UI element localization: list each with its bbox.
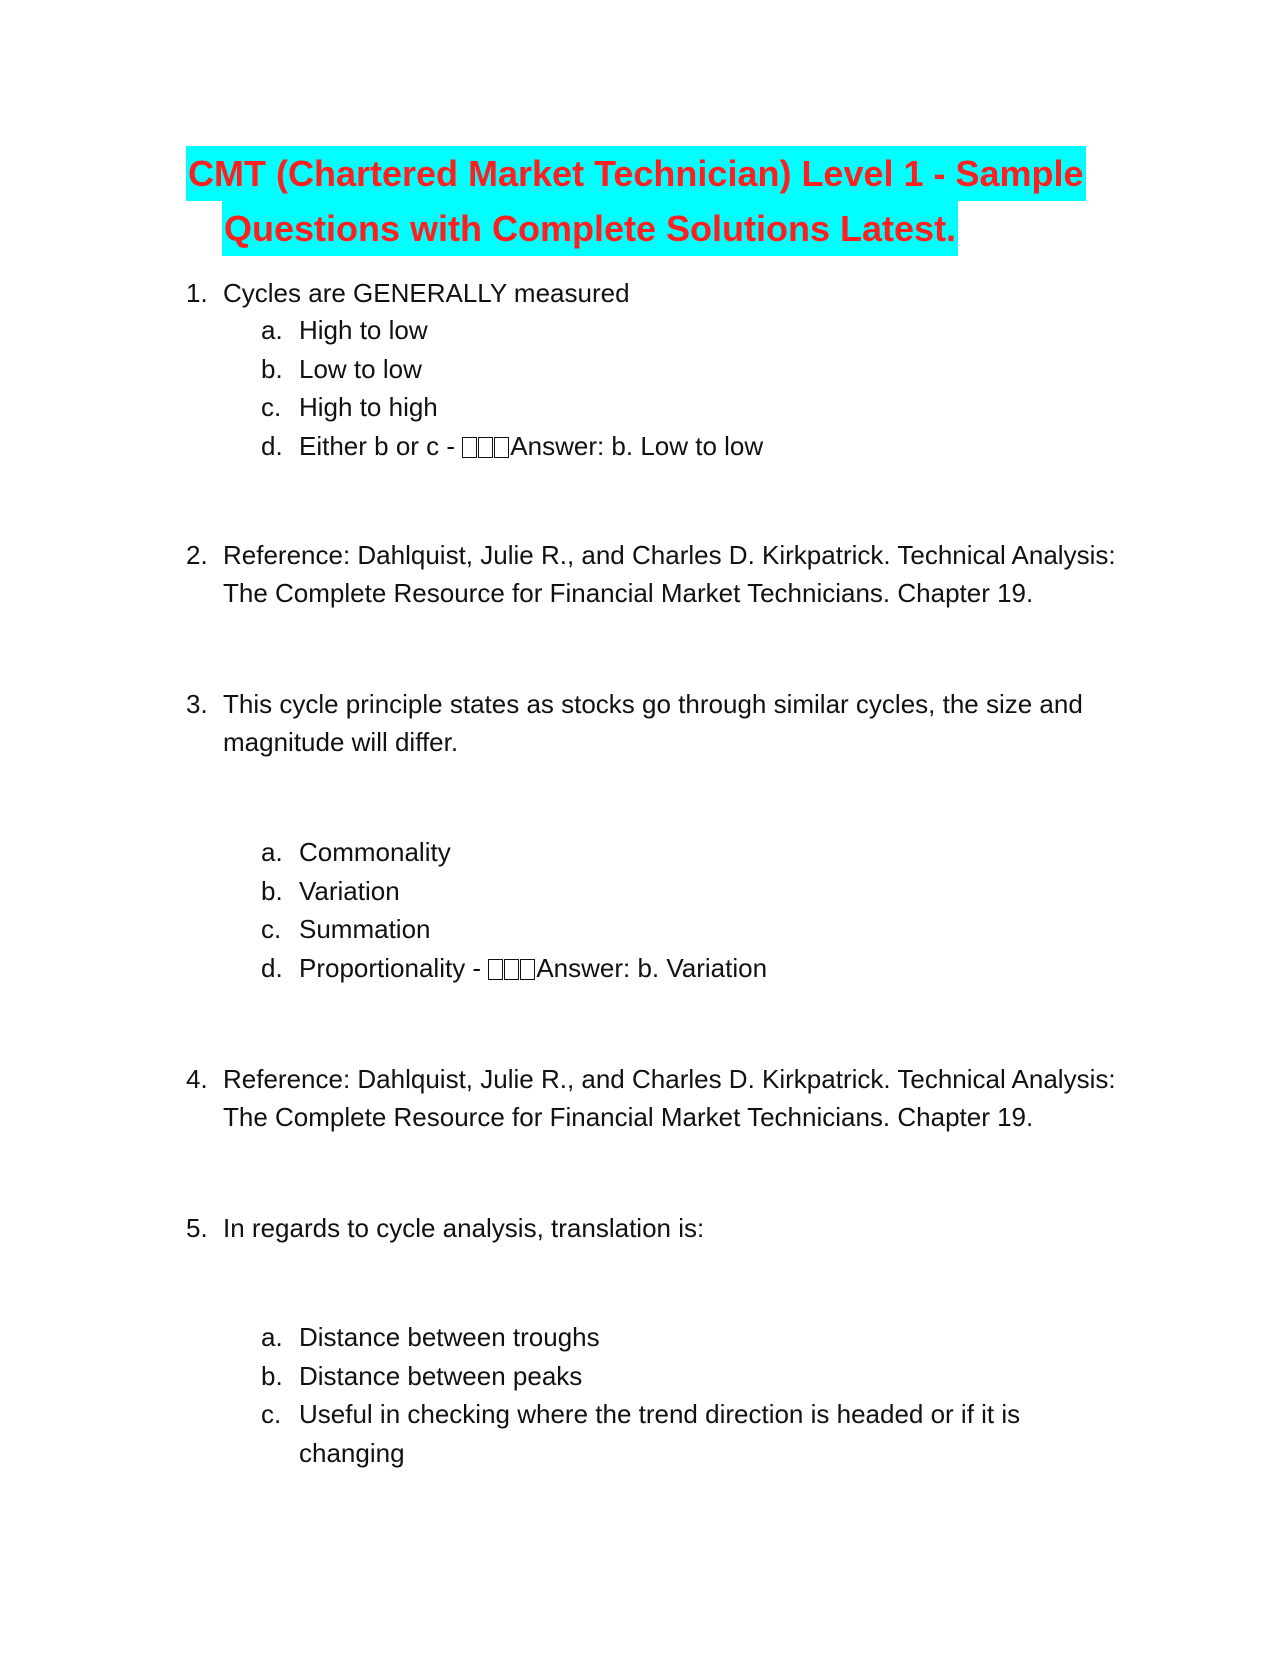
option-item xyxy=(261,1357,1121,1396)
question-3 xyxy=(186,685,1126,761)
question-number: 4. xyxy=(186,1064,208,1094)
option-text: Distance between peaks xyxy=(299,1360,583,1391)
option-text: Proportionality - xyxy=(299,952,489,983)
question-number: 1. xyxy=(186,278,208,308)
option-letter: d. xyxy=(261,430,283,461)
question-text: In regards to cycle analysis, translation is: xyxy=(223,1213,705,1243)
question-4 xyxy=(186,1060,1126,1136)
option-item xyxy=(261,388,1121,427)
option-item xyxy=(261,872,1121,911)
option-letter: c. xyxy=(261,1399,282,1429)
question-text: This cycle principle states as stocks go through similar cycles, the size and magnitude will differ. xyxy=(223,689,1083,757)
question-text: Cycles are GENERALLY measured xyxy=(223,278,630,308)
option-item xyxy=(261,949,1121,988)
option-text: Summation xyxy=(299,914,431,944)
option-item xyxy=(261,350,1121,389)
option-item xyxy=(261,833,1121,872)
missing-glyph-icon xyxy=(488,959,503,980)
option-letter: a. xyxy=(261,837,283,867)
missing-glyph-icon xyxy=(504,959,519,980)
question-2 xyxy=(186,536,1126,612)
answer-text: Answer: b. Low to low xyxy=(510,430,764,461)
missing-glyph-icon xyxy=(462,437,477,458)
option-text: High to low xyxy=(299,315,428,345)
question-number: 3. xyxy=(186,689,208,719)
missing-glyph-icon xyxy=(478,437,493,458)
question-text: Reference: Dahlquist, Julie R., and Charles D. Kirkpatrick. Technical Analysis: The Complete Resource for Financial Market Technicians. Chapter 19. xyxy=(223,1064,1116,1132)
option-letter: c. xyxy=(261,392,282,422)
option-letter: a. xyxy=(261,315,283,345)
option-letter: c. xyxy=(261,914,282,944)
title-line-1: CMT (Chartered Market Technician) Level 1 - Sample xyxy=(186,146,1086,201)
question-number: 2. xyxy=(186,540,208,570)
option-item xyxy=(261,1318,1121,1357)
question-1-options xyxy=(261,311,1121,465)
option-text: Variation xyxy=(299,875,400,906)
option-letter: b. xyxy=(261,353,283,384)
option-letter: b. xyxy=(261,1360,283,1391)
option-item xyxy=(261,311,1121,350)
option-text: Low to low xyxy=(299,353,422,384)
option-letter: d. xyxy=(261,952,283,983)
option-text: Either b or c - xyxy=(299,430,463,461)
document-title xyxy=(186,146,1106,256)
option-text: High to high xyxy=(299,392,438,422)
option-letter: b. xyxy=(261,875,283,906)
option-text: Commonality xyxy=(299,837,451,867)
question-number: 5. xyxy=(186,1213,208,1243)
question-5 xyxy=(186,1209,1126,1247)
answer-text: Answer: b. Variation xyxy=(536,952,768,983)
question-text: Reference: Dahlquist, Julie R., and Charles D. Kirkpatrick. Technical Analysis: The Complete Resource for Financial Market Technicians. Chapter 19. xyxy=(223,540,1116,608)
option-item xyxy=(261,1395,1121,1472)
option-text: Distance between troughs xyxy=(299,1322,600,1352)
missing-glyph-icon xyxy=(520,959,535,980)
title-line-2: Questions with Complete Solutions Latest. xyxy=(222,201,958,256)
option-letter: a. xyxy=(261,1322,283,1352)
question-3-options xyxy=(261,833,1121,987)
option-item xyxy=(261,910,1121,949)
question-5-options xyxy=(261,1318,1121,1472)
missing-glyph-icon xyxy=(494,437,509,458)
option-item xyxy=(261,427,1121,466)
question-1 xyxy=(186,274,1126,312)
option-text: Useful in checking where the trend direction is headed or if it is changing xyxy=(299,1399,1021,1468)
